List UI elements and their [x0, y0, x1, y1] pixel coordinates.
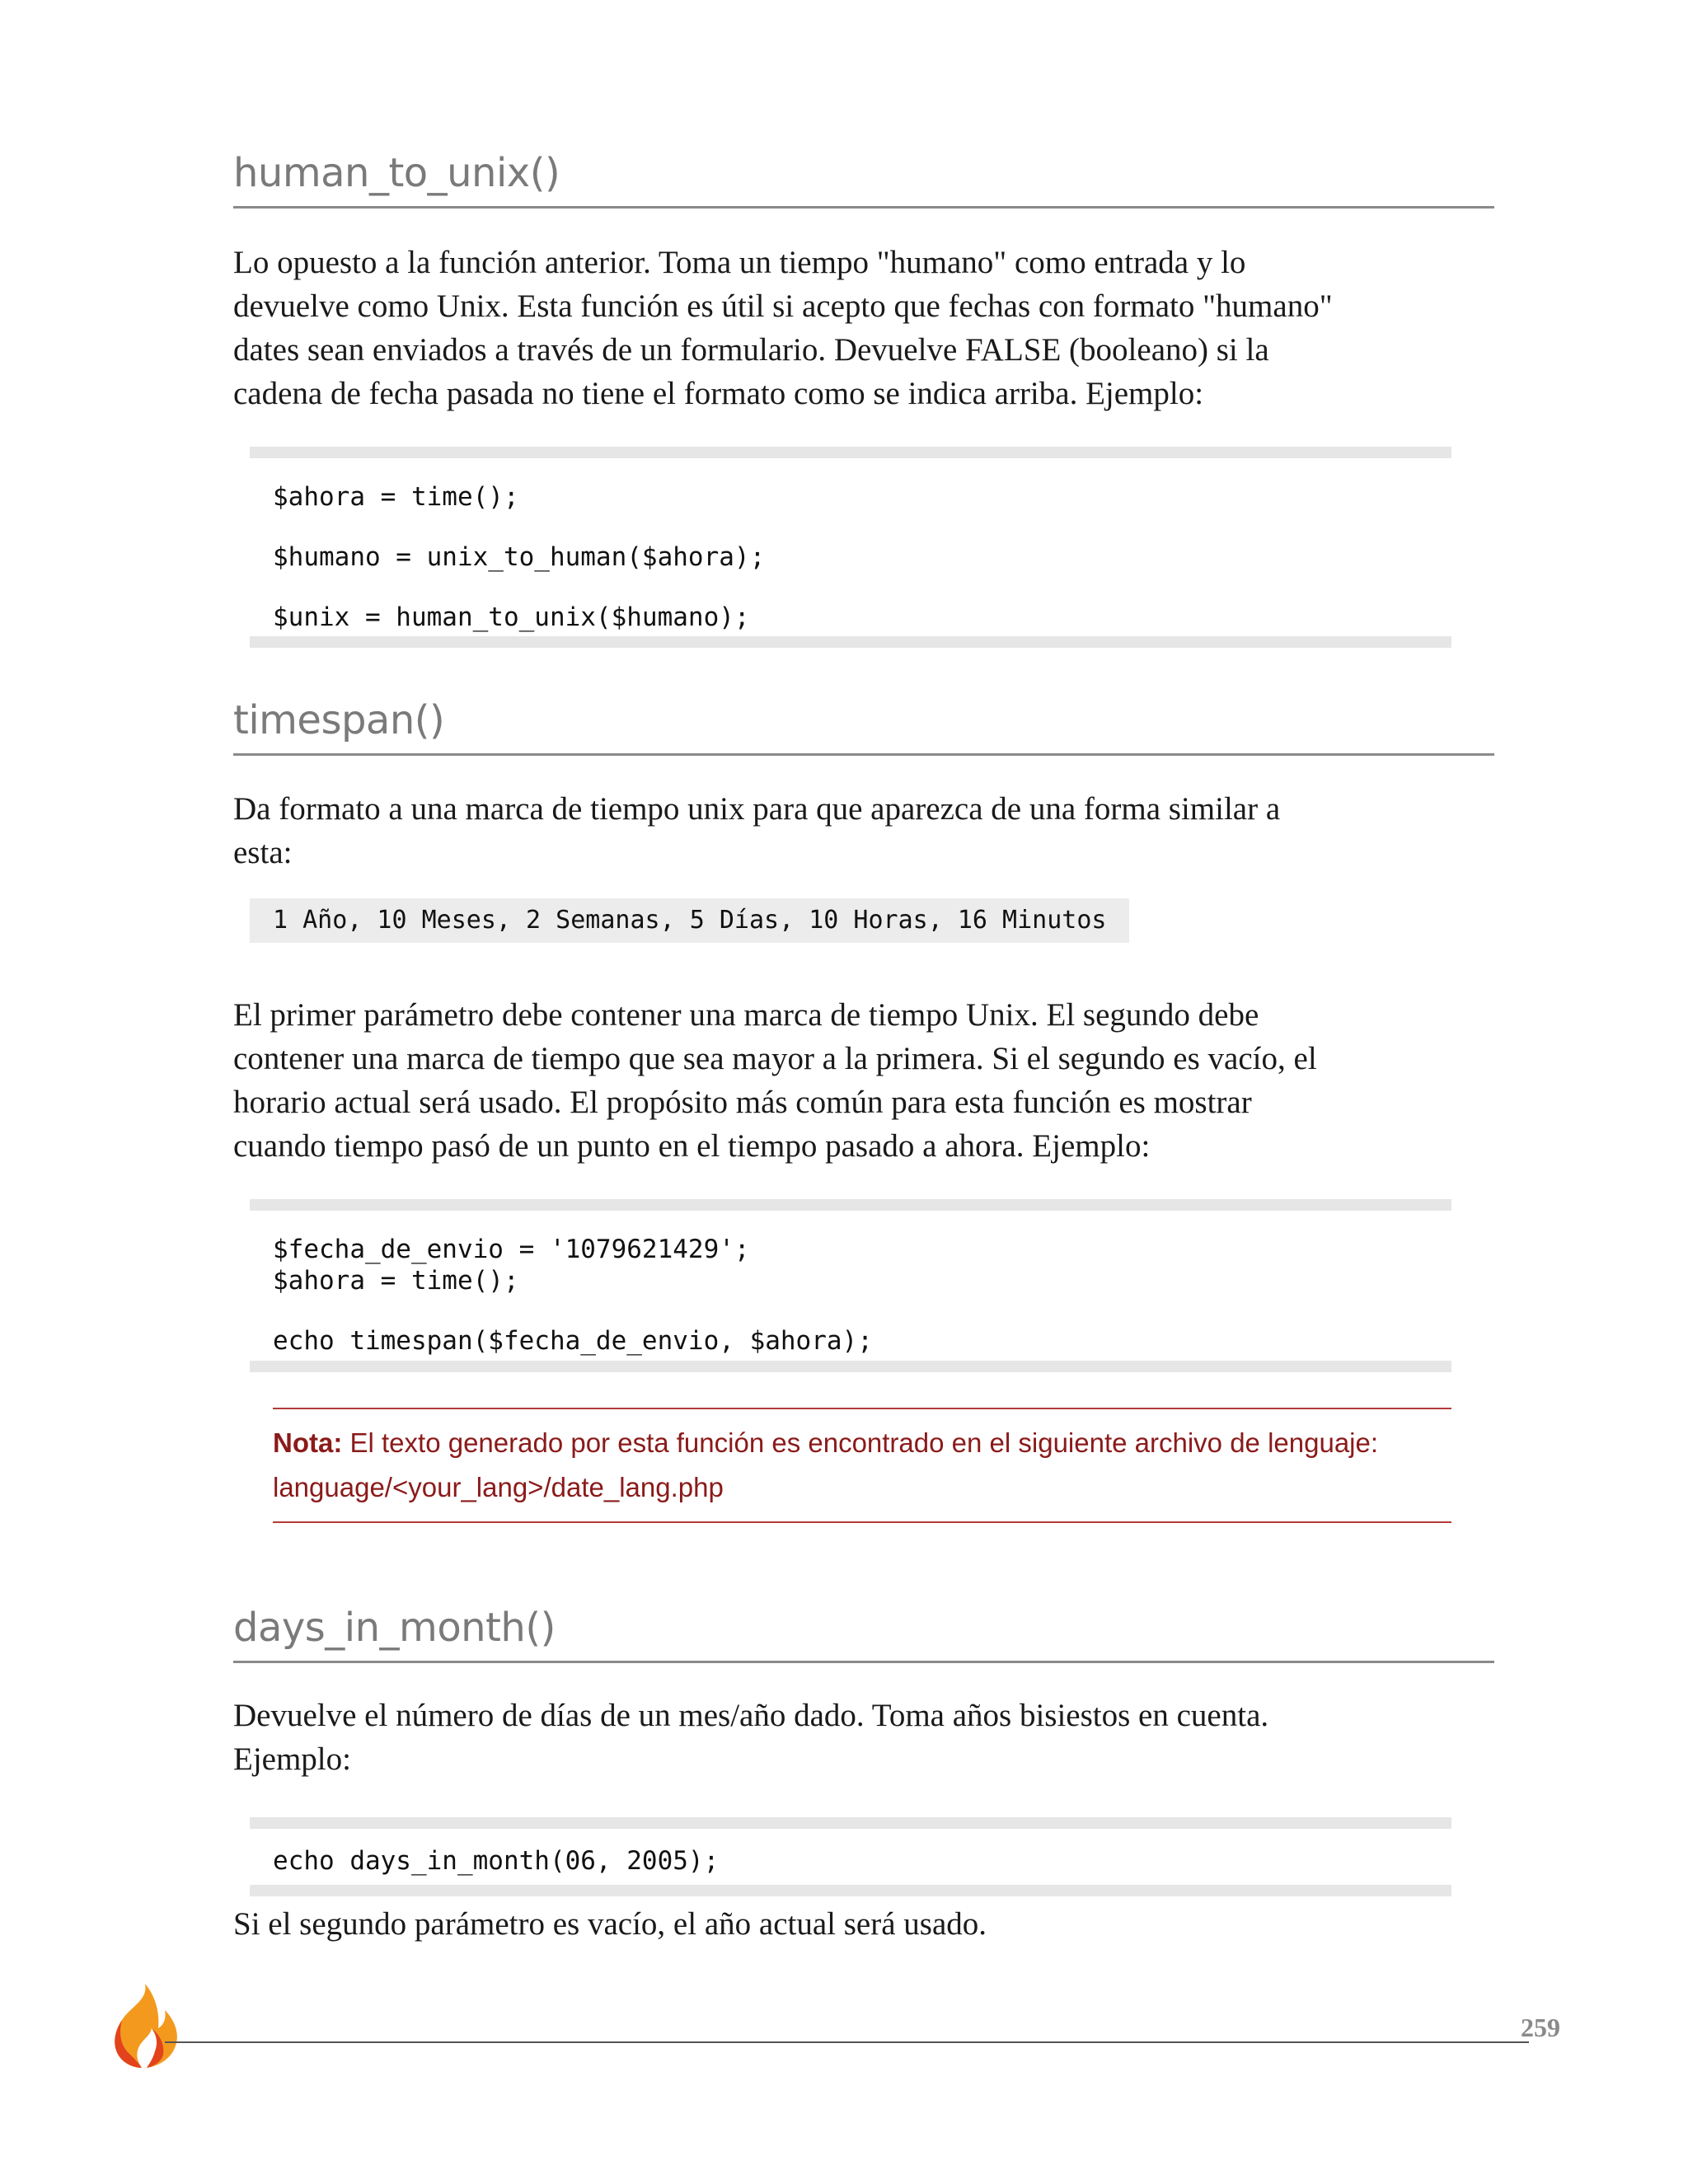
code-line: echo days_in_month(06, 2005); [273, 1846, 720, 1876]
paragraph-line: contener una marca de tiempo que sea mayor a la primera. Si el segundo es vacío, el [233, 1041, 1317, 1076]
paragraph [233, 1694, 1494, 1781]
paragraph [233, 1902, 1494, 1946]
code-line: $unix = human_to_unix($humano); [273, 602, 750, 632]
code-line: echo timespan($fecha_de_envio, $ahora); [273, 1326, 873, 1356]
section-days-in-month [233, 1605, 1494, 1663]
paragraph-line: Lo opuesto a la función anterior. Toma un tiempo "humano" como entrada y lo [233, 245, 1246, 280]
paragraph-line: El primer parámetro debe contener una marca de tiempo Unix. El segundo debe [233, 997, 1259, 1033]
code-line: $ahora = time(); [273, 1266, 519, 1296]
note-label: Nota: [273, 1427, 343, 1458]
paragraph-line: dates sean enviados a través de un formulario. Devuelve FALSE (booleano) si la [233, 332, 1269, 368]
paragraph-line: Ejemplo: [233, 1741, 351, 1777]
paragraph-line: devuelve como Unix. Esta función es útil si acepto que fechas con formato "humano" [233, 288, 1333, 324]
inline-code: 1 Año, 10 Meses, 2 Semanas, 5 Días, 10 Horas, 16 Minutos [250, 898, 1129, 943]
note-text: El texto generado por esta función es encontrado en el siguiente archivo de lenguaje: [342, 1427, 1379, 1458]
section-title: days_in_month() [233, 1605, 1494, 1663]
section-title: timespan() [233, 697, 1494, 756]
paragraph-line: Da formato a una marca de tiempo unix para que aparezca de una forma similar a [233, 791, 1281, 827]
paragraph-line: cuando tiempo pasó de un punto en el tiempo pasado a ahora. Ejemplo: [233, 1128, 1151, 1164]
section-title: human_to_unix() [233, 150, 1494, 209]
paragraph-line: cadena de fecha pasada no tiene el formato como se indica arriba. Ejemplo: [233, 376, 1204, 411]
paragraph-line: horario actual será usado. El propósito más común para esta función es mostrar [233, 1085, 1252, 1120]
flame-icon [106, 1982, 180, 2069]
paragraph [233, 993, 1494, 1168]
code-line: $humano = unix_to_human($ahora); [273, 542, 766, 572]
paragraph [233, 241, 1494, 415]
note-line [273, 1421, 1451, 1465]
paragraph [233, 787, 1494, 874]
code-block [250, 447, 1451, 648]
inline-example [233, 898, 1129, 943]
code-block [250, 1199, 1451, 1372]
paragraph-line: Si el segundo parámetro es vacío, el año actual será usado. [233, 1906, 987, 1942]
note-path: language/<your_lang>/date_lang.php [273, 1472, 724, 1502]
paragraph-line: Devuelve el número de días de un mes/año dado. Toma años bisiestos en cuenta. [233, 1698, 1269, 1733]
code-line: $fecha_de_envio = '1079621429'; [273, 1235, 750, 1264]
paragraph-line: esta: [233, 835, 293, 870]
section-human-to-unix [233, 150, 1494, 209]
section-timespan [233, 697, 1494, 756]
note-box [273, 1408, 1451, 1523]
code-line: $ahora = time(); [273, 482, 519, 512]
footer-rule [165, 2041, 1529, 2043]
code-block [250, 1817, 1451, 1896]
page-number: 259 [1521, 2013, 1560, 2042]
